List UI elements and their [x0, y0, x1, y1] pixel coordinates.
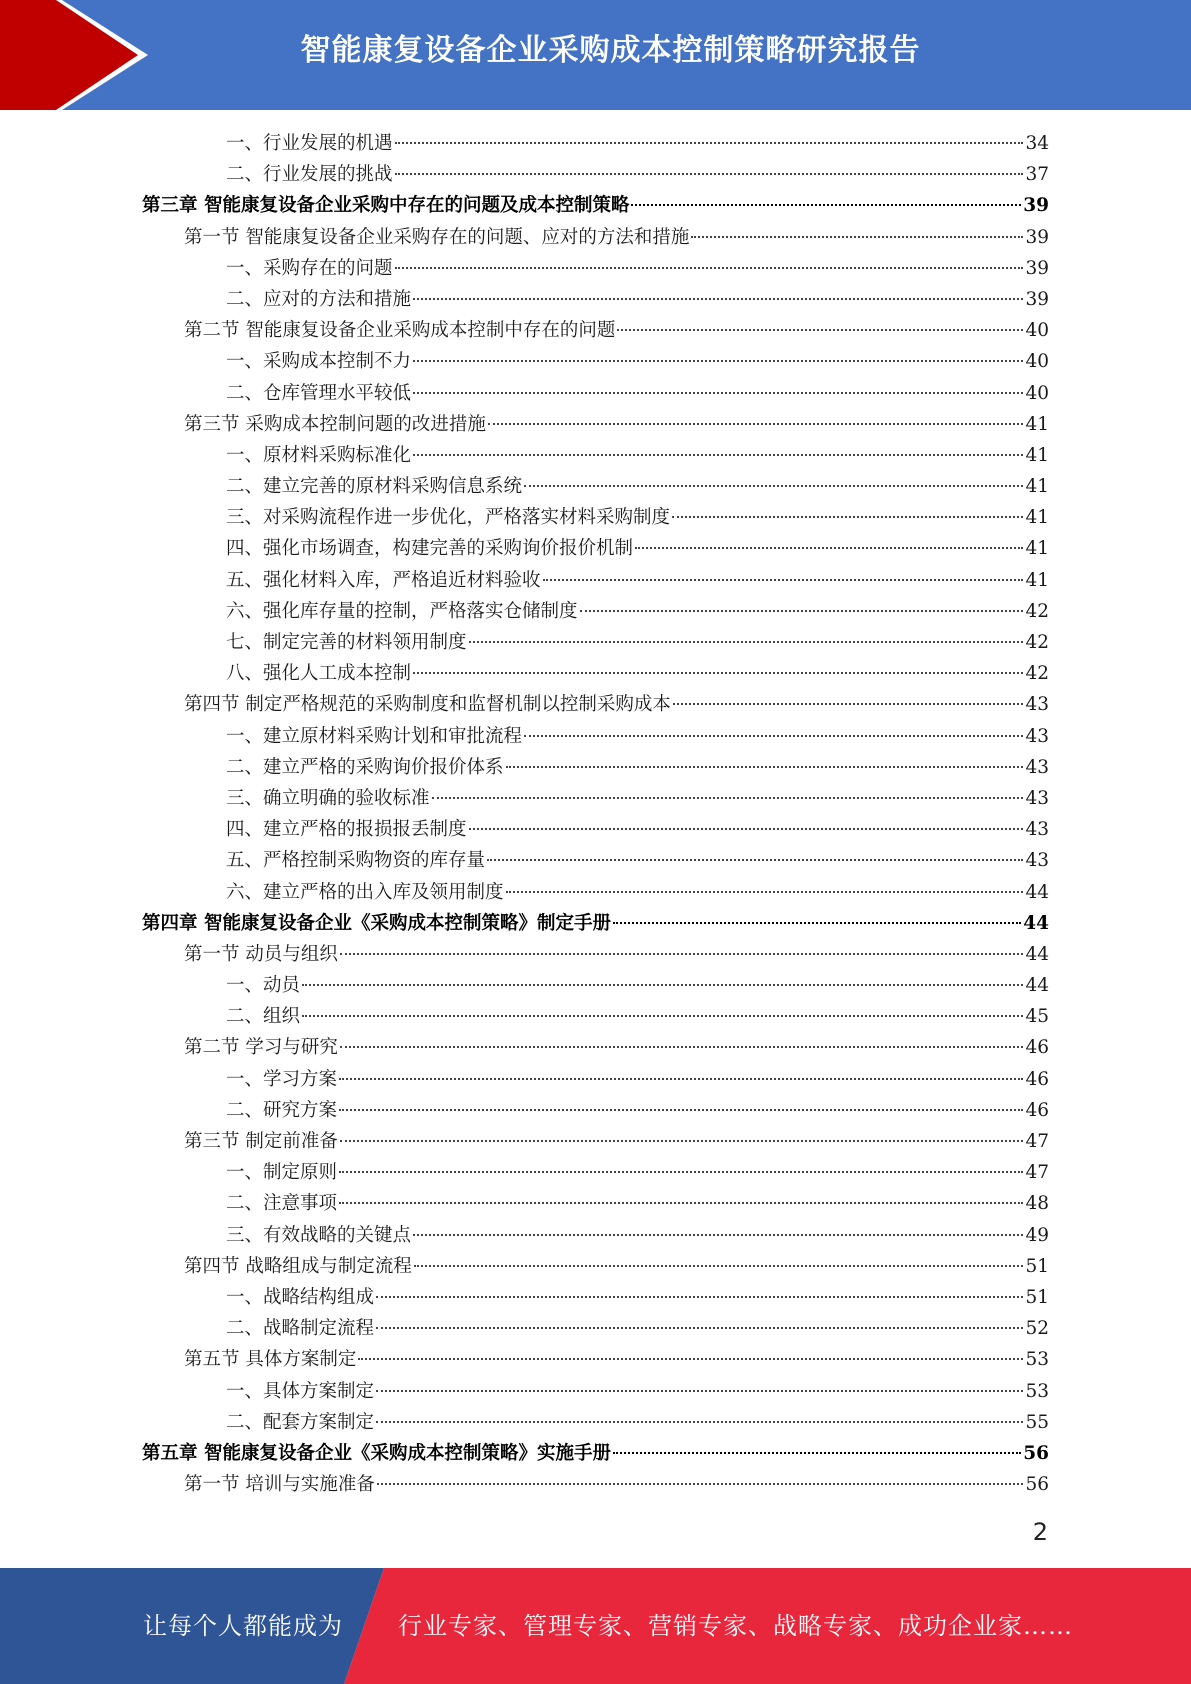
toc-entry-label: 一、建立原材料采购计划和审批流程 — [226, 725, 523, 747]
toc-dot-leader — [339, 1109, 1023, 1111]
toc-entry-label: 四、建立严格的报损报丢制度 — [226, 819, 467, 841]
toc-item-entry[interactable] — [142, 1220, 1049, 1251]
toc-item-entry[interactable] — [142, 627, 1049, 658]
toc-item-entry[interactable] — [142, 128, 1049, 159]
toc-entry-label: 一、制定原则 — [226, 1162, 338, 1184]
toc-entry-label: 五、强化材料入库，严格追近材料验收 — [226, 569, 541, 591]
toc-dot-leader — [376, 1296, 1023, 1298]
toc-section-entry[interactable] — [142, 1469, 1049, 1500]
toc-entry-label: 第一节 动员与组织 — [184, 943, 338, 965]
toc-entry-page: 42 — [1025, 600, 1049, 622]
toc-entry-page: 46 — [1025, 1099, 1049, 1121]
toc-dot-leader — [358, 1358, 1023, 1360]
toc-dot-leader — [339, 1202, 1023, 1204]
toc-item-entry[interactable] — [142, 378, 1049, 409]
toc-item-entry[interactable] — [142, 1095, 1049, 1126]
toc-dot-leader — [413, 392, 1023, 394]
toc-dot-leader — [613, 922, 1021, 924]
toc-entry-label: 八、强化人工成本控制 — [226, 663, 412, 685]
toc-dot-leader — [340, 1046, 1024, 1048]
toc-dot-leader — [302, 1015, 1023, 1017]
toc-entry-label: 一、采购成本控制不力 — [226, 351, 412, 373]
toc-entry-page: 41 — [1025, 569, 1049, 591]
toc-item-entry[interactable] — [142, 253, 1049, 284]
toc-entry-label: 二、研究方案 — [226, 1099, 338, 1121]
toc-entry-page: 39 — [1023, 195, 1049, 217]
toc-entry-label: 第二节 学习与研究 — [184, 1037, 338, 1059]
toc-entry-label: 二、组织 — [226, 1006, 301, 1028]
toc-dot-leader — [469, 641, 1024, 643]
toc-entry-page: 43 — [1025, 756, 1049, 778]
toc-entry-page: 46 — [1025, 1068, 1049, 1090]
toc-section-entry[interactable] — [142, 1126, 1049, 1157]
toc-entry-page: 46 — [1025, 1037, 1049, 1059]
toc-entry-page: 48 — [1025, 1193, 1049, 1215]
toc-entry-label: 一、学习方案 — [226, 1068, 338, 1090]
toc-entry-label: 第四章 智能康复设备企业《采购成本控制策略》制定手册 — [142, 912, 611, 934]
toc-entry-label: 第三节 采购成本控制问题的改进措施 — [184, 413, 486, 435]
toc-chapter-entry[interactable] — [142, 1438, 1049, 1469]
toc-item-entry[interactable] — [142, 1376, 1049, 1407]
toc-entry-label: 第五章 智能康复设备企业《采购成本控制策略》实施手册 — [142, 1442, 611, 1464]
toc-entry-label: 一、行业发展的机遇 — [226, 133, 393, 154]
footer-slogan-left: 让每个人都能成为 — [143, 1612, 343, 1640]
toc-dot-leader — [524, 485, 1023, 487]
toc-entry-page: 43 — [1025, 694, 1049, 716]
table-of-contents — [142, 128, 1049, 1500]
toc-item-entry[interactable] — [142, 440, 1049, 471]
toc-entry-label: 第一节 培训与实施准备 — [184, 1474, 375, 1496]
toc-dot-leader — [673, 703, 1024, 705]
toc-entry-label: 第一节 智能康复设备企业采购存在的问题、应对的方法和措施 — [184, 226, 690, 248]
toc-dot-leader — [631, 204, 1021, 206]
toc-entry-page: 47 — [1025, 1131, 1049, 1152]
toc-dot-leader — [413, 454, 1023, 456]
toc-entry-page: 42 — [1025, 632, 1049, 653]
toc-entry-label: 第四节 战略组成与制定流程 — [184, 1255, 412, 1277]
toc-item-entry[interactable] — [142, 721, 1049, 752]
toc-dot-leader — [376, 1390, 1023, 1392]
toc-entry-label: 第二节 智能康复设备企业采购成本控制中存在的问题 — [184, 320, 616, 342]
toc-dot-leader — [432, 797, 1024, 799]
toc-entry-label: 三、确立明确的验收标准 — [226, 787, 430, 809]
toc-entry-page: 55 — [1025, 1411, 1049, 1433]
toc-dot-leader — [395, 173, 1024, 175]
toc-entry-page: 39 — [1025, 288, 1049, 310]
toc-entry-page: 53 — [1025, 1349, 1049, 1371]
toc-item-entry[interactable] — [142, 471, 1049, 502]
toc-section-entry[interactable] — [142, 409, 1049, 440]
toc-entry-label: 第四节 制定严格规范的采购制度和监督机制以控制采购成本 — [184, 694, 671, 716]
toc-dot-leader — [487, 859, 1023, 861]
toc-entry-label: 第三节 制定前准备 — [184, 1131, 338, 1152]
toc-dot-leader — [580, 610, 1024, 612]
toc-item-entry[interactable] — [142, 752, 1049, 783]
toc-section-entry[interactable] — [142, 689, 1049, 720]
toc-entry-label: 一、原材料采购标准化 — [226, 444, 412, 466]
toc-item-entry[interactable] — [142, 1188, 1049, 1219]
toc-entry-label: 二、战略制定流程 — [226, 1318, 375, 1340]
toc-section-entry[interactable] — [142, 222, 1049, 253]
toc-entry-label: 一、采购存在的问题 — [226, 257, 393, 279]
toc-entry-label: 五、严格控制采购物资的库存量 — [226, 850, 486, 872]
toc-entry-page: 40 — [1025, 320, 1049, 342]
toc-section-entry[interactable] — [142, 315, 1049, 346]
toc-dot-leader — [506, 766, 1024, 768]
footer-slogan-right: 行业专家、管理专家、营销专家、战略专家、成功企业家…… — [398, 1612, 1073, 1640]
toc-entry-label: 二、建立严格的采购询价报价体系 — [226, 756, 504, 778]
toc-chapter-entry[interactable] — [142, 190, 1049, 221]
toc-item-entry[interactable] — [142, 845, 1049, 876]
toc-dot-leader — [469, 828, 1024, 830]
toc-entry-page: 41 — [1025, 476, 1049, 498]
toc-entry-page: 51 — [1025, 1255, 1049, 1277]
toc-item-entry[interactable] — [142, 814, 1049, 845]
toc-entry-page: 56 — [1025, 1474, 1049, 1496]
toc-entry-page: 56 — [1023, 1442, 1049, 1464]
toc-item-entry[interactable] — [142, 1064, 1049, 1095]
toc-item-entry[interactable] — [142, 502, 1049, 533]
toc-dot-leader — [339, 1078, 1023, 1080]
toc-entry-page: 40 — [1025, 382, 1049, 404]
toc-entry-label: 二、仓库管理水平较低 — [226, 382, 412, 404]
toc-section-entry[interactable] — [142, 1251, 1049, 1282]
toc-dot-leader — [617, 329, 1023, 331]
toc-chapter-entry[interactable] — [142, 908, 1049, 939]
toc-entry-page: 41 — [1025, 413, 1049, 435]
toc-dot-leader — [506, 891, 1024, 893]
toc-item-entry[interactable] — [142, 1407, 1049, 1438]
toc-item-entry[interactable] — [142, 1282, 1049, 1313]
toc-entry-page: 43 — [1025, 787, 1049, 809]
toc-entry-page: 52 — [1025, 1318, 1049, 1340]
toc-item-entry[interactable] — [142, 1001, 1049, 1032]
toc-section-entry[interactable] — [142, 939, 1049, 970]
toc-entry-page: 42 — [1025, 663, 1049, 685]
toc-dot-leader — [524, 735, 1023, 737]
toc-dot-leader — [414, 1265, 1024, 1267]
toc-dot-leader — [691, 236, 1023, 238]
toc-dot-leader — [339, 1171, 1023, 1173]
toc-entry-label: 第三章 智能康复设备企业采购中存在的问题及成本控制策略 — [142, 195, 630, 217]
toc-entry-label: 二、注意事项 — [226, 1193, 338, 1215]
toc-dot-leader — [376, 1327, 1023, 1329]
toc-dot-leader — [340, 1140, 1024, 1142]
toc-entry-page: 44 — [1023, 912, 1049, 934]
toc-entry-label: 六、强化库存量的控制，严格落实仓储制度 — [226, 600, 578, 622]
toc-dot-leader — [635, 547, 1023, 549]
toc-item-entry[interactable] — [142, 877, 1049, 908]
toc-dot-leader — [613, 1452, 1021, 1454]
toc-dot-leader — [395, 267, 1024, 269]
toc-entry-label: 七、制定完善的材料领用制度 — [226, 632, 467, 653]
toc-entry-page: 43 — [1025, 819, 1049, 841]
toc-section-entry[interactable] — [142, 1032, 1049, 1063]
toc-dot-leader — [376, 1421, 1023, 1423]
toc-item-entry[interactable] — [142, 658, 1049, 689]
toc-entry-page: 44 — [1025, 943, 1049, 965]
toc-dot-leader — [340, 953, 1024, 955]
toc-item-entry[interactable] — [142, 970, 1049, 1001]
toc-entry-label: 二、配套方案制定 — [226, 1411, 375, 1433]
toc-entry-label: 四、强化市场调查，构建完善的采购询价报价机制 — [226, 538, 634, 560]
toc-entry-page: 49 — [1025, 1224, 1049, 1246]
toc-entry-page: 40 — [1025, 351, 1049, 373]
toc-dot-leader — [413, 1234, 1023, 1236]
toc-dot-leader — [413, 360, 1023, 362]
toc-item-entry[interactable] — [142, 1157, 1049, 1188]
toc-entry-page: 44 — [1025, 975, 1049, 997]
toc-section-entry[interactable] — [142, 1344, 1049, 1375]
toc-entry-page: 39 — [1025, 226, 1049, 248]
toc-dot-leader — [672, 516, 1023, 518]
toc-entry-page: 41 — [1025, 507, 1049, 529]
toc-item-entry[interactable] — [142, 565, 1049, 596]
toc-entry-label: 三、对采购流程作进一步优化，严格落实材料采购制度 — [226, 507, 671, 529]
toc-entry-label: 一、动员 — [226, 975, 301, 997]
toc-entry-label: 六、建立严格的出入库及领用制度 — [226, 881, 504, 903]
header-band — [0, 0, 1191, 110]
toc-item-entry[interactable] — [142, 346, 1049, 377]
toc-entry-page: 34 — [1025, 133, 1049, 154]
footer-band — [0, 1568, 1191, 1684]
toc-entry-page: 45 — [1025, 1006, 1049, 1028]
toc-item-entry[interactable] — [142, 284, 1049, 315]
toc-dot-leader — [413, 672, 1023, 674]
toc-item-entry[interactable] — [142, 783, 1049, 814]
document-title: 智能康复设备企业采购成本控制策略研究报告 — [300, 33, 921, 68]
toc-entry-label: 二、应对的方法和措施 — [226, 288, 412, 310]
toc-dot-leader — [302, 984, 1023, 986]
toc-dot-leader — [488, 423, 1024, 425]
toc-entry-label: 二、建立完善的原材料采购信息系统 — [226, 476, 523, 498]
toc-dot-leader — [413, 298, 1023, 300]
toc-entry-page: 44 — [1025, 881, 1049, 903]
page-number: 2 — [1032, 1518, 1048, 1546]
toc-item-entry[interactable] — [142, 596, 1049, 627]
toc-entry-label: 一、战略结构组成 — [226, 1286, 375, 1308]
toc-item-entry[interactable] — [142, 533, 1049, 564]
toc-entry-page: 41 — [1025, 538, 1049, 560]
toc-entry-label: 二、行业发展的挑战 — [226, 164, 393, 186]
toc-entry-page: 41 — [1025, 444, 1049, 466]
toc-item-entry[interactable] — [142, 1313, 1049, 1344]
toc-entry-label: 第五节 具体方案制定 — [184, 1349, 357, 1371]
toc-dot-leader — [543, 579, 1024, 581]
toc-dot-leader — [395, 142, 1024, 144]
toc-entry-page: 43 — [1025, 725, 1049, 747]
toc-dot-leader — [377, 1483, 1024, 1485]
toc-entry-label: 一、具体方案制定 — [226, 1380, 375, 1402]
toc-entry-label: 三、有效战略的关键点 — [226, 1224, 412, 1246]
toc-entry-page: 39 — [1025, 257, 1049, 279]
toc-item-entry[interactable] — [142, 159, 1049, 190]
toc-entry-page: 37 — [1025, 164, 1049, 186]
toc-entry-page: 47 — [1025, 1162, 1049, 1184]
toc-entry-page: 43 — [1025, 850, 1049, 872]
toc-entry-page: 51 — [1025, 1286, 1049, 1308]
toc-entry-page: 53 — [1025, 1380, 1049, 1402]
